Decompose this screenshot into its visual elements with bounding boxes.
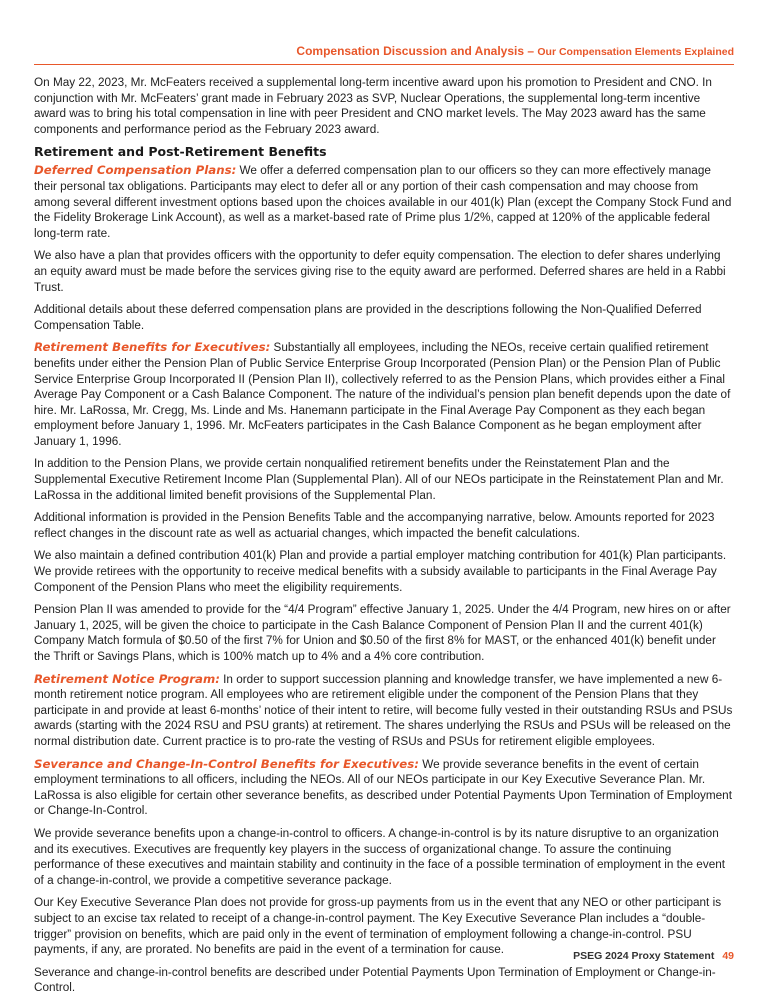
paragraph-retirement-benefits	[34, 340, 734, 449]
text-severance: We provide severance benefits in the event of certain employment terminations to all officers, including the NEOs. All of our NEOs participate in our Key Executive Severance Plan. Mr. LaRossa is also eligible for certain other severance benefits, as described under Potential Payments Upon Termination of Employment or Change-In-Control.	[34, 757, 732, 818]
text-retirement-benefits: Substantially all employees, including the NEOs, receive certain qualified retirement benefits under either the Pension Plan of Public Service Enterprise Group Incorporated (Pension Plan) or the Pension Plan of Public Service Enterprise Group Incorporated II (Pension Plan II), collectively referred to as the Pension Plans, which provides either a Final Average Pay Component or a Cash Balance Component. The nature of the individual’s pension plan benefit depends upon the date of hire. Mr. LaRossa, Mr. Cregg, Ms. Linde and Ms. Hanemann participate in the Final Average Pay Component as they each began employment before January 1, 1996. Mr. McFeaters participates in the Cash Balance Component as he began employment after January 1, 1996.	[34, 341, 731, 448]
paragraph-401k-plan: We also maintain a defined contribution 401(k) Plan and provide a partial employer matching contribution for 401(k) Plan participants. We provide retirees with the opportunity to receive medical benefits with a subsidy available to participants in the Final Average Pay Component of the Pension Plans who meet the eligibility requirements.	[34, 549, 727, 594]
paragraph-nonqualified-benefits: In addition to the Pension Plans, we provide certain nonqualified retirement benefits under the Reinstatement Plan and the Supplemental Executive Retirement Income Plan (Supplemental Plan). All of our NEOs participate in the Reinstatement Plan and Mr. LaRossa in the additional limited benefit provisions of the Supplemental Plan.	[34, 457, 724, 502]
paragraph-promotion-award: On May 22, 2023, Mr. McFeaters received a supplemental long-term incentive award upon his promotion to President and CNO. In conjunction with Mr. McFeaters’ grant made in February 2023 as SVP, Nuclear Operations, the supplemental long-term incentive award was to bring his total compensation in line with peer President and CNO market levels. The May 2023 award has the same components and performance period as the February 2023 award.	[34, 76, 712, 136]
lead-deferred-compensation: Deferred Compensation Plans:	[34, 163, 237, 178]
paragraph-deferred-details: Additional details about these deferred compensation plans are provided in the descriptions following the Non-Qualified Deferred Compensation Table.	[34, 303, 702, 332]
paragraph-4-4-program: Pension Plan II was amended to provide for the “4/4 Program” effective January 1, 2025. Under the 4/4 Program, new hires on or after January 1, 2025, will be given the choice to participate in the Cash Balance Component of Pension Plan II and the current 401(k) Company Match formula of $0.50 of the first 7% for Union and $0.50 of the first 8% for MAST, or the enhanced 401(k) benefit under the Thrift or Savings Plans, which is 100% match up to 4% and a 4% core contribution.	[34, 603, 731, 663]
footer-document-title: PSEG 2024 Proxy Statement	[573, 950, 715, 962]
paragraph-change-in-control: We provide severance benefits upon a change-in-control to officers. A change-in-control is by its nature disruptive to an organization and its executives. Executives are frequently key players in the success of organizational change. To assure the continuing performance of these executives and maintain stability and continuity in the face of a possible termination of employment in the event of a change-in-control, we provide a competitive severance package.	[34, 826, 726, 887]
paragraph-severance	[34, 757, 734, 819]
page-footer	[573, 950, 734, 962]
paragraph-deferred-compensation	[34, 163, 734, 241]
page-body	[34, 75, 734, 1003]
lead-retirement-benefits: Retirement Benefits for Executives:	[34, 340, 271, 355]
paragraph-equity-deferral: We also have a plan that provides officers with the opportunity to defer equity compensation. The election to defer shares underlying an equity award must be made before the services giving rise to the equity award are performed. Deferred shares are held in a Rabbi Trust.	[34, 249, 726, 294]
lead-severance: Severance and Change-In-Control Benefits for Executives:	[34, 756, 419, 771]
paragraph-key-executive-plan: Our Key Executive Severance Plan does not provide for gross-up payments from us in the event that any NEO or other participant is subject to an excise tax related to receipt of a change-in-control payment. The Key Executive Severance Plan includes a “double-trigger” provision on benefits, which are paid only in the event of termination of employment following a change-in-control. PSU payments, if any, are prorated. No benefits are paid in the event of a termination for cause.	[34, 896, 722, 957]
header-divider	[34, 64, 734, 65]
page-header	[34, 44, 734, 58]
page-number: 49	[722, 950, 734, 962]
section-heading-retirement: Retirement and Post-Retirement Benefits	[34, 144, 327, 160]
paragraph-retirement-notice	[34, 672, 734, 750]
paragraph-pension-table-info: Additional information is provided in the Pension Benefits Table and the accompanying narrative, below. Amounts reported for 2023 reflect changes in the discount rate as well as actuarial changes, which impacted the benefit calculations.	[34, 511, 715, 540]
lead-retirement-notice: Retirement Notice Program:	[34, 671, 220, 686]
header-subsection: Our Compensation Elements Explained	[537, 46, 734, 58]
header-section: Compensation Discussion and Analysis	[296, 44, 525, 58]
text-deferred-compensation: We offer a deferred compensation plan to our officers so they can more effectively manage their personal tax obligations. Participants may elect to defer all or any portion of their cash compensation and may choose from among several different investment options based upon the choices available in our 401(k) Plan (except the Company Stock Fund and the Fidelity Brokerage Link Account), as well as a market-based rate of Prime plus 1/2%, capped at 120% of the applicable federal long-term rate.	[34, 164, 732, 240]
text-retirement-notice: In order to support succession planning and knowledge transfer, we have implemented a new 6-month retirement notice program. All employees who are retirement eligible under the component of the Pension Plans that they participate in and provide at least 6-months’ notice of their intent to retire, will become fully vested in their outstanding RSUs and PSUs awards (starting with the 2024 RSU and PSU grants) at retirement. The shares underlying the RSUs and PSUs will be released on the normal distribution date. Current practice is to pro-rate the vesting of RSUs and PSUs for retirement eligible employees.	[34, 672, 733, 748]
paragraph-severance-summary: Severance and change-in-control benefits are described under Potential Payments Upon Termination of Employment or Change-in-Control.	[34, 965, 716, 995]
header-separator: –	[524, 44, 538, 58]
